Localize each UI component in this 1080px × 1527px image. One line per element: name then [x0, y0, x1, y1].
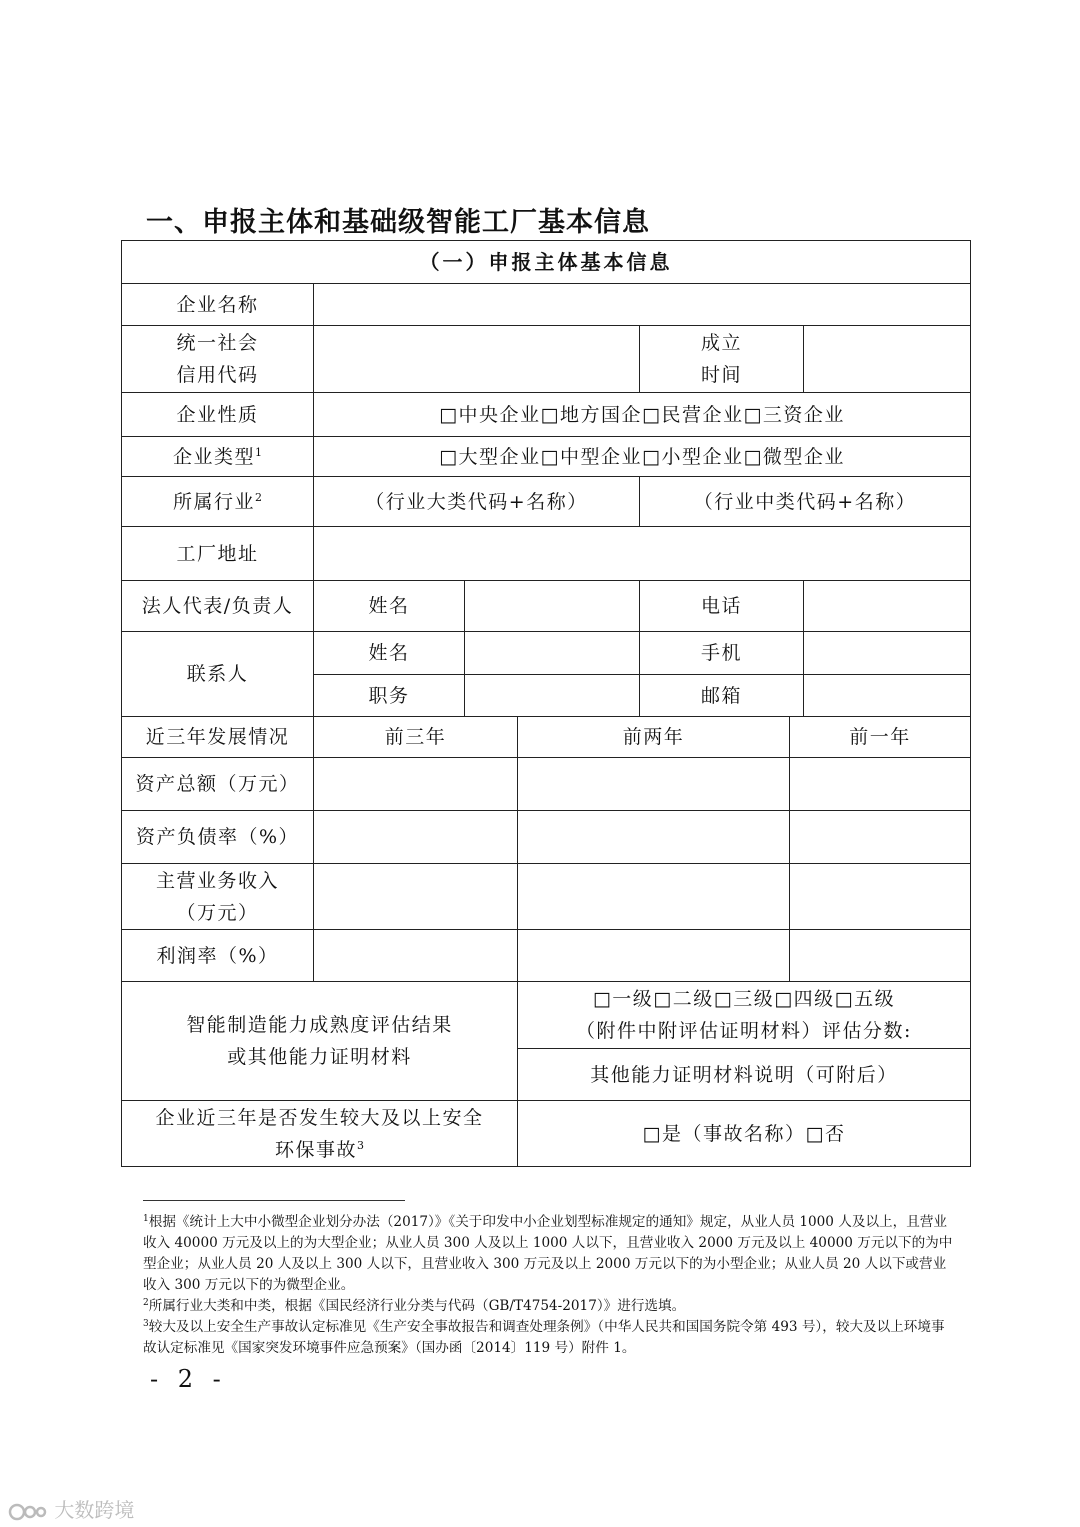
watermark-text: 大数跨境	[54, 1498, 135, 1522]
profit-rate-year1[interactable]	[314, 930, 518, 982]
maturity-label: 智能制造能力成熟度评估结果 或其他能力证明材料	[122, 982, 518, 1101]
year-header-3: 前一年	[790, 717, 971, 758]
debt-ratio-year1[interactable]	[314, 811, 518, 864]
industry-medium-field[interactable]: （行业中类代码+名称）	[640, 477, 971, 527]
credit-code-field[interactable]	[314, 326, 640, 393]
profit-rate-year2[interactable]	[518, 930, 790, 982]
contact-name-field[interactable]	[465, 632, 640, 675]
brand-logo-icon	[8, 1501, 48, 1523]
other-proof-field[interactable]: 其他能力证明材料说明（可附后）	[518, 1049, 971, 1101]
contact-position-label: 职务	[314, 675, 465, 717]
total-assets-year2[interactable]	[518, 758, 790, 811]
legal-rep-name-label: 姓名	[314, 581, 465, 632]
total-assets-year3[interactable]	[790, 758, 971, 811]
profit-rate-label: 利润率（%）	[122, 930, 314, 982]
credit-code-label: 统一社会 信用代码	[122, 326, 314, 393]
factory-address-field[interactable]	[314, 527, 971, 581]
maturity-score: （附件中附评估证明材料）评估分数:	[576, 1020, 912, 1042]
debt-ratio-label: 资产负债率（%）	[122, 811, 314, 864]
footnote-1: $^1$根据《统计上大中小微型企业划分办法（2017）》《关于印发中小企业划型标准规定的通知》规定，从业人员 1000 人及以上，且营业收入 40000 万元及以上的为大型企业；从业人员 300 人及以上 1000 人以下，且营业收入 2000 万元及以上 40000 万元以下的为中型企业；从业人员 20 人及以上 300 人以下，且营业收入 300 万元及以上 2000 万元以下的为小型企业；从业人员 20 人以下或营业收入 300 万元以下的为微型企业。	[143, 1214, 953, 1293]
accident-options[interactable]: □是（事故名称）□否	[518, 1101, 971, 1167]
year-header-2: 前两年	[518, 717, 790, 758]
industry-major-field[interactable]: （行业大类代码+名称）	[314, 477, 640, 527]
type-options[interactable]: □大型企业□中型企业□小型企业□微型企业	[314, 437, 971, 477]
contact-position-field[interactable]	[465, 675, 640, 717]
contact-mobile-field[interactable]	[804, 632, 971, 675]
profit-rate-year3[interactable]	[790, 930, 971, 982]
revenue-year3[interactable]	[790, 864, 971, 930]
revenue-year1[interactable]	[314, 864, 518, 930]
legal-rep-name-field[interactable]	[465, 581, 640, 632]
maturity-levels[interactable]	[518, 982, 971, 1049]
established-label: 成立 时间	[640, 326, 804, 393]
total-assets-label: 资产总额（万元）	[122, 758, 314, 811]
legal-rep-phone-label: 电话	[640, 581, 804, 632]
year-header-1: 前三年	[314, 717, 518, 758]
debt-ratio-year2[interactable]	[518, 811, 790, 864]
footnote-divider	[143, 1200, 405, 1201]
total-assets-year1[interactable]	[314, 758, 518, 811]
table-header: （一）申报主体基本信息	[122, 241, 971, 284]
footnotes	[143, 1212, 958, 1359]
contact-email-label: 邮箱	[640, 675, 804, 717]
nature-options[interactable]: □中央企业□地方国企□民营企业□三资企业	[314, 393, 971, 437]
watermark	[8, 1494, 134, 1523]
development-label: 近三年发展情况	[122, 717, 314, 758]
contact-email-field[interactable]	[804, 675, 971, 717]
contact-label: 联系人	[122, 632, 314, 717]
section-title: 一、申报主体和基础级智能工厂基本信息	[146, 207, 650, 238]
established-field[interactable]	[804, 326, 971, 393]
legal-rep-label: 法人代表/负责人	[122, 581, 314, 632]
company-name-label: 企业名称	[122, 284, 314, 326]
revenue-year2[interactable]	[518, 864, 790, 930]
nature-label: 企业性质	[122, 393, 314, 437]
debt-ratio-year3[interactable]	[790, 811, 971, 864]
applicant-info-table	[121, 240, 971, 1167]
legal-rep-phone-field[interactable]	[804, 581, 971, 632]
industry-label: 所属行业$^2$	[122, 477, 314, 527]
maturity-level-options[interactable]: □一级□二级□三级□四级□五级	[592, 988, 896, 1010]
accident-label: 企业近三年是否发生较大及以上安全 环保事故$^3$	[122, 1101, 518, 1167]
page-number: - 2 -	[150, 1365, 227, 1393]
company-name-field[interactable]	[314, 284, 971, 326]
contact-mobile-label: 手机	[640, 632, 804, 675]
factory-address-label: 工厂地址	[122, 527, 314, 581]
contact-name-label: 姓名	[314, 632, 465, 675]
revenue-label: 主营业务收入 （万元）	[122, 864, 314, 930]
footnote-2: $^2$所属行业大类和中类，根据《国民经济行业分类与代码（GB/T4754-2017）》进行选填。	[143, 1298, 686, 1314]
type-label: 企业类型$^1$	[122, 437, 314, 477]
footnote-3: $^3$较大及以上安全生产事故认定标准见《生产安全事故报告和调查处理条例》（中华人民共和国国务院令第 493 号），较大及以上环境事故认定标准见《国家突发环境事件应急预案》（国办函〔2014〕119 号）附件 1。	[143, 1319, 945, 1356]
